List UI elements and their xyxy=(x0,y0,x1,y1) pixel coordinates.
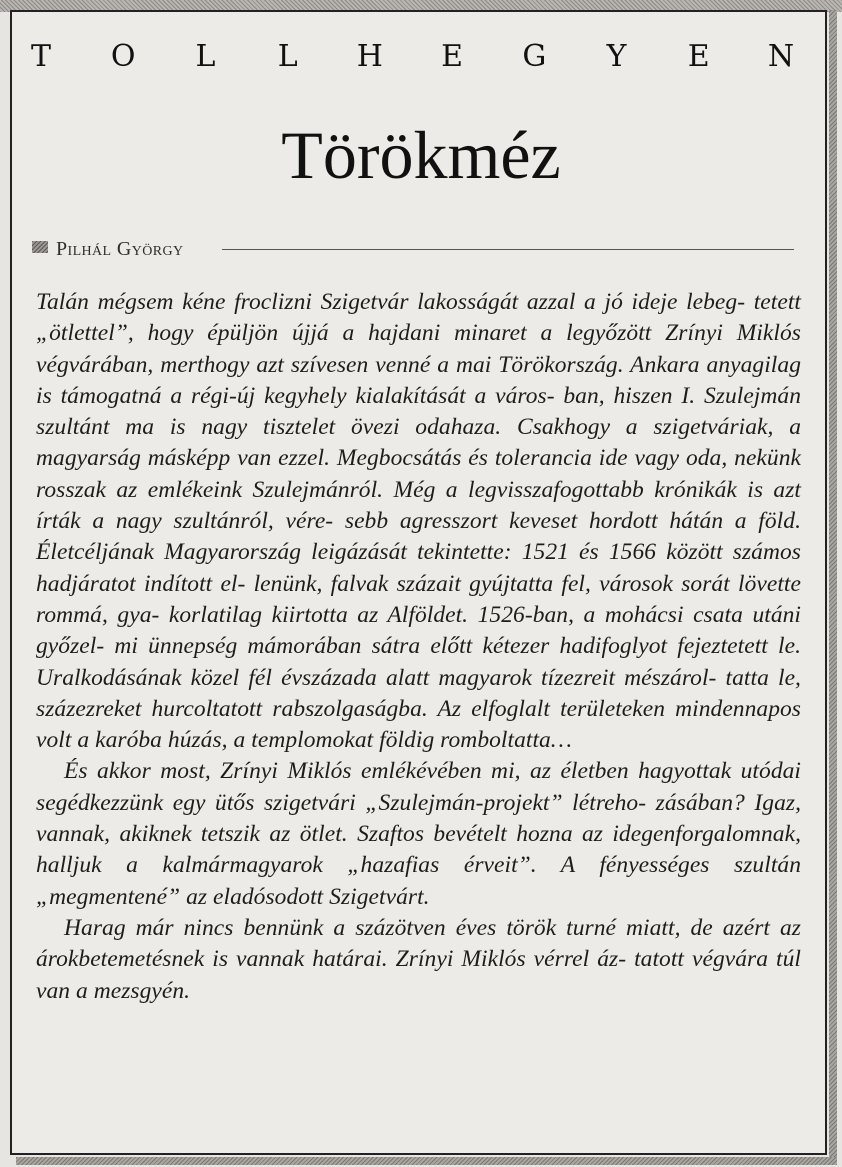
kicker-letter: L xyxy=(277,39,298,74)
kicker-letter: H xyxy=(356,39,383,74)
article-body xyxy=(36,287,801,1007)
byline-divider xyxy=(222,249,794,250)
kicker-letter: N xyxy=(767,39,795,74)
article-paragraph: Harag már nincs bennünk a százötven éves török turné miatt, de azért az árokbetemetésnek is vannak határai. Zrínyi Miklós vérrel áz- tatott végvára túl van a mezsgyén. xyxy=(36,914,801,1004)
kicker-letter: L xyxy=(195,39,216,74)
author-byline: Pilhál György xyxy=(56,238,184,260)
article-paragraph: És akkor most, Zrínyi Miklós emlékévében mi, az életben hagyottak utódai segédkezzünk egy ütős szigetvári „Szulejmán-projekt” létreho- zásában? Igaz, vannak, akiknek tetszik az ötlet. Szaftos bevételt hozna az idegenforgalomnak, halljuk a kalmármagyarok „hazafias érveit”. A fényességes szultán „megmentené” az eladósodott Szigetvárt. xyxy=(36,758,801,910)
column-kicker xyxy=(26,38,796,76)
kicker-letter: O xyxy=(110,39,136,74)
kicker-letter: E xyxy=(687,39,710,74)
bottom-frame-shadow xyxy=(16,1157,837,1165)
kicker-letter: E xyxy=(441,39,464,74)
kicker-letter: T xyxy=(30,39,51,74)
article-title: Törökméz xyxy=(281,117,561,193)
byline-square-icon xyxy=(32,241,48,253)
kicker-letter: G xyxy=(522,39,547,74)
article-paragraph: Talán mégsem kéne froclizni Szigetvár lakosságát azzal a jó ideje lebeg- tetett „ötlettel”, hogy épüljön újjá a hajdani minaret a legyőzött Zrínyi Miklós végvárában, merthogy azt szívesen venné a mai Törökország. Ankara anyagilag is támogatná a régi-új kegyhely kialakítását a város- ban, hiszen I. Szulejmán szultánt ma is nagy tisztelet övezi odahaza. Csakhogy a szigetváriak, a magyarság másképp van ezzel. Megbocsátás és tolerancia ide vagy oda, nekünk rosszak az emlékeink Szulejmánról. Még a legvisszafogottabb krónikák is azt írták a nagy szultánról, vére- sebb agresszort keveset hordott hátán a föld. Életcéljának Magyarország leigázását tekintette: 1521 és 1566 között számos hadjáratot indított el- lenünk, falvak százait gyújtatta fel, városok sorát lövette rommá, gya- korlatilag kiirtotta az Alföldet. 1526-ban, a mohácsi csata utáni győzel- mi ünnepség mámorában sátra előtt kétezer hadifoglyot fejeztetett le. Uralkodásának közel fél évszázada alatt magyarok tízezreit mészárol- tatta le, százezreket hurcoltatott rabszolgaságba. Az elfoglalt területeken mindennapos volt a karóba húzás, a templomokat földig romboltatta… xyxy=(36,289,801,754)
byline-row xyxy=(32,237,802,261)
kicker-letter: Y xyxy=(606,39,627,74)
